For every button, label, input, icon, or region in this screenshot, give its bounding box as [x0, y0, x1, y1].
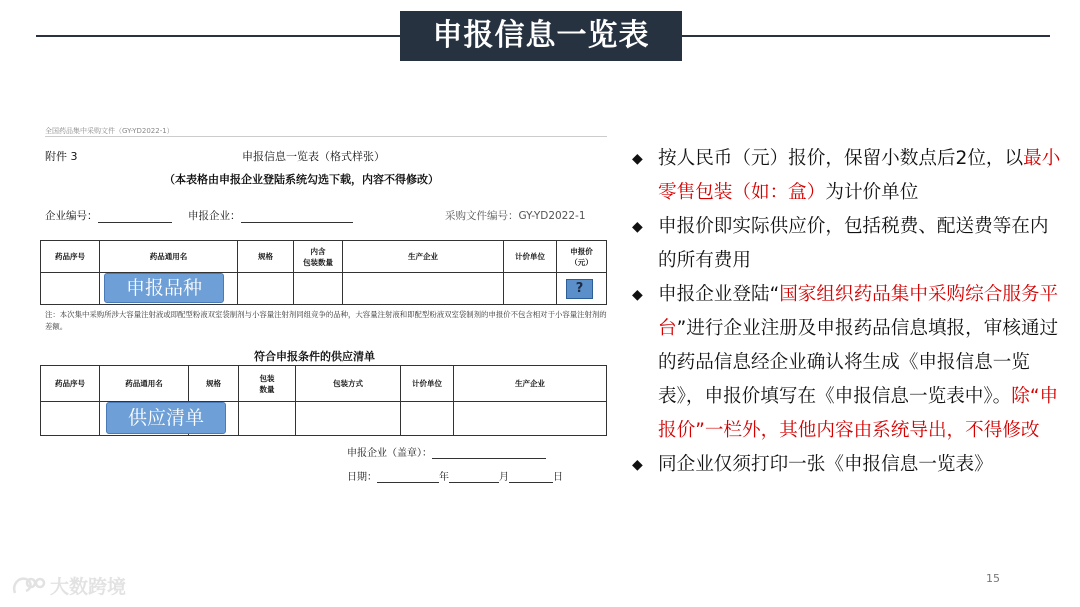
diamond-bullet-icon: ◆	[632, 287, 643, 303]
supply-list-chip: 供应清单	[106, 402, 226, 434]
th-spec: 规格	[238, 241, 294, 273]
declared-variety-chip: 申报品种	[104, 273, 224, 303]
diamond-bullet-icon: ◆	[632, 219, 643, 235]
th-pack-qty: 包装 数量	[239, 366, 296, 402]
cell	[41, 402, 100, 436]
seal-field	[347, 444, 546, 459]
form-image	[37, 118, 615, 490]
month-label: 月	[499, 472, 509, 483]
cell	[238, 273, 294, 305]
slide-title: 申报信息一览表	[400, 11, 682, 61]
day-line	[509, 471, 553, 483]
title-rule-right	[682, 35, 1050, 37]
year-label: 年	[439, 472, 449, 483]
seal-line	[432, 447, 546, 459]
th-pricing-unit: 计价单位	[504, 241, 557, 273]
cell	[454, 402, 607, 436]
bullet-item	[632, 210, 1062, 278]
seal-label: 申报企业（盖章）：	[347, 448, 432, 459]
company-no-label: 企业编号：	[45, 210, 98, 222]
cell	[296, 402, 401, 436]
th-generic-name: 药品通用名	[100, 366, 189, 402]
logo-icon	[12, 575, 46, 597]
page-number: 15	[986, 572, 1000, 585]
th-manufacturer: 生产企业	[454, 366, 607, 402]
logo-text: 大数跨境	[50, 576, 127, 598]
note-text: 注：本次集中采购所涉大容量注射液或即配型粉液双室袋制剂与小容量注射剂同组竞争的品种，大容量注射液和即配型粉液双室袋制剂的申报价不包含相对于小容量注射剂的差额。	[45, 310, 607, 331]
company-no-line	[98, 211, 172, 223]
highlight-text: 国家组织药品集中采购综合服务平台	[658, 284, 1059, 339]
purchase-doc-no: 采购文件编号：GY-YD2022-1	[445, 210, 586, 222]
th-pack-qty: 内含 包装数量	[294, 241, 343, 273]
date-field	[347, 468, 563, 483]
bullet-item	[632, 448, 1062, 482]
th-pricing-unit: 计价单位	[401, 366, 454, 402]
th-manufacturer: 生产企业	[343, 241, 504, 273]
title-rule-left	[36, 35, 400, 37]
diamond-bullet-icon: ◆	[632, 457, 643, 473]
highlight-text: 最小零售包装（如：盒）	[658, 148, 1061, 203]
applicant-label: 申报企业：	[188, 210, 241, 222]
th-seq: 药品序号	[41, 366, 100, 402]
brand-logo	[12, 572, 126, 599]
doc-header-rule	[45, 136, 607, 137]
bullet-text: 按人民币（元）报价，保留小数点后2位，以	[658, 148, 1024, 169]
th-declared-price: 申报价 （元）	[557, 241, 607, 273]
bullet-list	[632, 142, 1062, 482]
cell	[343, 273, 504, 305]
th-generic-name: 药品通用名	[100, 241, 238, 273]
th-spec: 规格	[189, 366, 239, 402]
question-icon: ?	[566, 279, 593, 299]
date-label: 日期：	[347, 472, 377, 483]
diamond-bullet-icon: ◆	[632, 151, 643, 167]
cell	[239, 402, 296, 436]
cell	[294, 273, 343, 305]
bullet-text: 为计价单位	[825, 182, 919, 203]
bullet-text: 同企业仅须打印一张《申报信息一览表》	[658, 454, 993, 475]
th-pack-method: 包装方式	[296, 366, 401, 402]
bullet-text: 申报企业登陆“	[658, 284, 780, 305]
bullet-text: 申报价即实际供应价，包括税费、配送费等在内的所有费用	[658, 216, 1049, 271]
bullet-item	[632, 278, 1062, 448]
form-title: 申报信息一览表（格式样张）	[242, 150, 385, 163]
th-seq: 药品序号	[41, 241, 100, 273]
applicant-field	[188, 208, 353, 223]
bullet-item	[632, 142, 1062, 210]
bullet-text: ”进行企业注册及申报药品信息填报，审核通过的药品信息经企业确认将生成《申报信息一览表》，申报价填写在《申报信息一览表中》。	[658, 318, 1059, 407]
year-line	[377, 471, 439, 483]
highlight-text: 除“申报价”一栏外，其他内容由系统导出，不得修改	[658, 386, 1059, 441]
supply-list-title: 符合申报条件的供应清单	[254, 350, 375, 363]
month-line	[449, 471, 499, 483]
attachment-label: 附件 3	[45, 150, 78, 163]
applicant-line	[241, 211, 353, 223]
cell	[401, 402, 454, 436]
cell	[504, 273, 557, 305]
day-label: 日	[553, 472, 563, 483]
form-subtitle: （本表格由申报企业登陆系统勾选下载，内容不得修改）	[164, 173, 439, 186]
cell	[41, 273, 100, 305]
doc-header: 全国药品集中采购文件（GY-YD2022-1）	[45, 127, 174, 135]
company-no-field	[45, 208, 172, 223]
